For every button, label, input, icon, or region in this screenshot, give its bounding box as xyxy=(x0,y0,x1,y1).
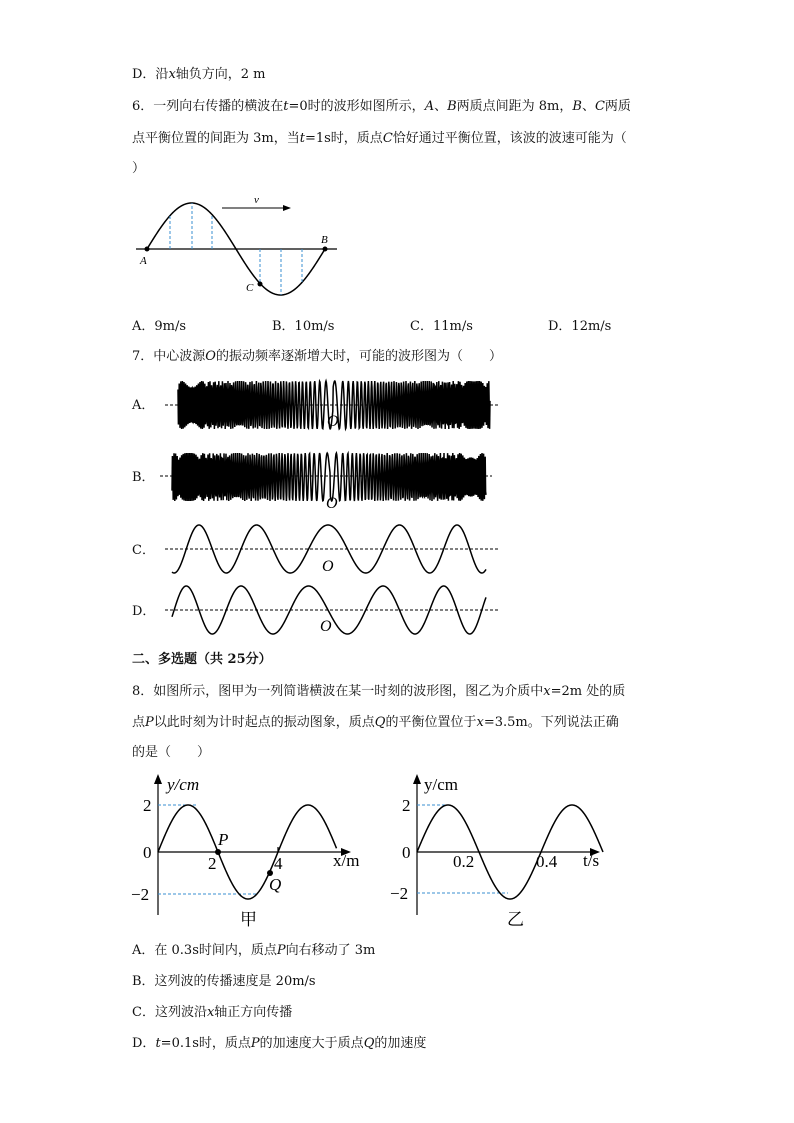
q8-d-b: =0.1s时，质点 xyxy=(160,1036,251,1051)
q8-l2a: 点 xyxy=(132,715,146,730)
q8-d-c: 的加速度大于质点 xyxy=(259,1036,364,1051)
q7-option-a-label[interactable]: A． xyxy=(132,398,155,413)
q6-l2b: =1s时，质点 xyxy=(304,131,383,146)
q8-yi-tick-t04: 0.4 xyxy=(536,852,558,871)
q7-text-o: O xyxy=(205,349,216,364)
q8-a-b: 向右移动了 3m xyxy=(285,943,376,958)
q6-l1a: 6．一列向右传播的横波在 xyxy=(132,99,284,114)
q7-d-label-o: O xyxy=(320,618,332,635)
q8-d-p: P xyxy=(250,1036,260,1051)
q8-d-t: t xyxy=(155,1036,161,1051)
q8-label-q: Q xyxy=(269,875,282,894)
q6-label-b: B xyxy=(321,234,328,246)
q7-option-c-label[interactable]: C． xyxy=(132,543,155,558)
q6-l1b: =0时的波形如图所示， xyxy=(288,99,425,114)
q6-l1B: B xyxy=(447,99,457,114)
q8-jia-tick-yn2: −2 xyxy=(131,885,150,904)
q8-option-b[interactable]: B．这列波的传播速度是 20m/s xyxy=(132,974,316,989)
q8-c-b: 轴正方向传播 xyxy=(214,1005,293,1020)
q8-jia-ylabel: y/cm xyxy=(167,775,200,794)
q8-option-d[interactable] xyxy=(132,1035,426,1053)
q8-jia-tick-x4: 4 xyxy=(274,854,283,873)
q6-l1A: A xyxy=(424,99,435,114)
q7-b-label-o: O xyxy=(326,495,338,512)
q8-yi-caption: 乙 xyxy=(507,910,524,929)
q8-yi-tick-yn2: −2 xyxy=(390,884,409,903)
q6-l1d: 两质点间距为 8m， xyxy=(456,99,573,114)
q8-l2P: P xyxy=(145,715,154,730)
q8-yi-xlabel: t/s xyxy=(583,851,600,870)
q8-l2x: x xyxy=(476,715,484,730)
q8-l2c: 的平衡位置位于 xyxy=(385,715,477,730)
q7-text-a: 7．中心波源 xyxy=(132,349,206,364)
q8-yi-ylabel: y/cm xyxy=(424,775,458,794)
q7-option-b-label[interactable]: B． xyxy=(132,470,155,485)
q6-label-v: v xyxy=(254,194,259,206)
q6-option-b[interactable]: B．10m/s xyxy=(272,319,335,334)
q8-fig-jia xyxy=(131,774,359,929)
q6-l2c: 恰好通过平衡位置，该波的波速可能为（ xyxy=(392,131,627,146)
q8-jia-tick-y2: 2 xyxy=(143,796,152,815)
q7-c-label-o: O xyxy=(322,558,334,575)
q8-option-a[interactable] xyxy=(132,942,375,960)
section-title-multiple-choice: 二、多选题（共 25分） xyxy=(132,652,272,667)
q8-jia-y-arrow xyxy=(154,774,162,784)
q6-l1B2: B xyxy=(572,99,582,114)
q8-option-c[interactable] xyxy=(132,1004,292,1022)
q6-l1e: 、 xyxy=(581,99,595,114)
q6-option-a[interactable]: A．9m/s xyxy=(132,319,187,334)
prev-d-var: x xyxy=(168,67,176,82)
q8-c-x: x xyxy=(206,1005,215,1020)
q6-label-a: A xyxy=(140,255,147,267)
q6-l2C: C xyxy=(382,131,393,146)
q8-d-a: D． xyxy=(132,1036,156,1051)
q6-l1f: 两质 xyxy=(604,99,631,114)
q8-l2Q: Q xyxy=(374,715,386,730)
q8-yi-tick-y2: 2 xyxy=(402,796,411,815)
q6-l2a: 点平衡位置的间距为 3m，当 xyxy=(132,131,300,146)
q7-a-label-o: O xyxy=(327,413,339,430)
q6-option-d[interactable]: D．12m/s xyxy=(548,319,612,334)
q6-option-c[interactable]: C．11m/s xyxy=(410,319,473,334)
q8-l2b: 以此时刻为计时起点的振动图象，质点 xyxy=(153,715,375,730)
q6-l1t: t xyxy=(283,99,289,114)
q6-line3: ） xyxy=(132,161,146,176)
q6-l2t: t xyxy=(299,131,305,146)
q8-c-a: C．这列波沿 xyxy=(132,1005,207,1020)
q8-a-a: A．在 0.3s时间内，质点 xyxy=(132,943,277,958)
prev-d-label: D．沿 xyxy=(132,67,169,82)
q8-l1a: 8．如图所示，图甲为一列简谐横波在某一时刻的波形图，图乙为介质中 xyxy=(132,684,544,699)
q6-l1c: 、 xyxy=(434,99,448,114)
q8-jia-tick-x2: 2 xyxy=(208,854,217,873)
q8-jia-xlabel: x/m xyxy=(333,851,360,870)
q8-yi-tick-y0: 0 xyxy=(402,843,411,862)
q8-jia-tick-y0: 0 xyxy=(143,843,152,862)
prev-d-rest: 轴负方向，2 m xyxy=(175,67,266,82)
q8-d-d: 的加速度 xyxy=(374,1036,427,1051)
q8-fig-yi xyxy=(390,774,603,929)
q8-d-q: Q xyxy=(363,1036,375,1051)
q8-line3: 的是（ ） xyxy=(132,745,211,760)
q7-text-b: 的振动频率逐渐增大时，可能的波形图为（ ） xyxy=(215,349,502,364)
q8-yi-tick-t02: 0.2 xyxy=(453,852,475,871)
q6-label-c: C xyxy=(246,282,254,294)
q8-label-p: P xyxy=(218,830,229,849)
q6-l1C: C xyxy=(594,99,605,114)
q8-l1b: =2m 处的质 xyxy=(550,684,626,699)
q8-jia-caption: 甲 xyxy=(240,910,257,929)
q8-l2d: =3.5m。下列说法正确 xyxy=(483,715,619,730)
q8-a-p: P xyxy=(276,943,286,958)
q8-l1x: x xyxy=(543,684,551,699)
q7-option-d-label[interactable]: D． xyxy=(132,604,156,619)
q8-yi-y-arrow xyxy=(413,774,421,784)
